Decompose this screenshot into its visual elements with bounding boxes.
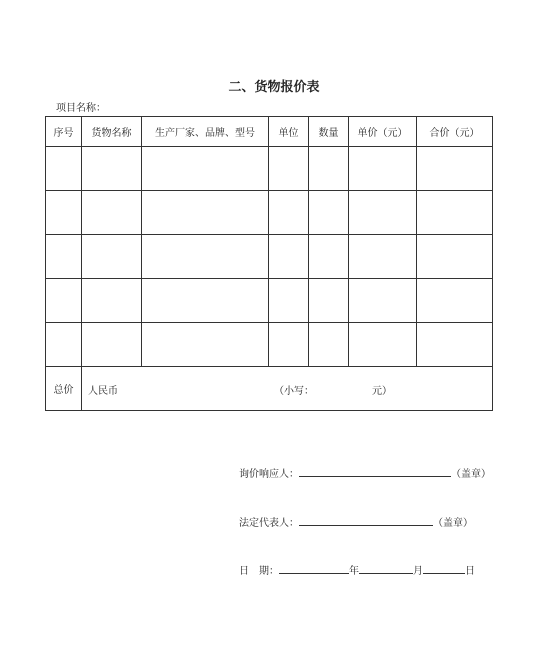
table-cell[interactable] — [269, 323, 309, 367]
table-cell[interactable] — [417, 147, 493, 191]
rmb-label: 人民币 — [88, 386, 118, 397]
table-cell[interactable] — [349, 279, 417, 323]
yuan-label: 元） — [372, 386, 392, 397]
header-index: 序号 — [46, 117, 82, 147]
total-content[interactable] — [82, 367, 493, 411]
year-blank[interactable] — [279, 564, 349, 574]
table-cell[interactable] — [349, 147, 417, 191]
legal-label: 法定代表人： — [239, 518, 299, 529]
table-cell[interactable] — [142, 279, 269, 323]
responder-blank[interactable] — [299, 467, 451, 477]
header-total-price: 合价（元） — [417, 117, 493, 147]
table-cell[interactable] — [269, 279, 309, 323]
table-cell[interactable] — [349, 323, 417, 367]
table-cell[interactable] — [309, 191, 349, 235]
responder-line[interactable] — [239, 465, 491, 480]
responder-suffix: （盖章） — [451, 469, 491, 480]
table-row — [46, 191, 493, 235]
table-row — [46, 147, 493, 191]
date-line[interactable] — [239, 562, 475, 577]
legal-rep-line[interactable] — [239, 514, 473, 529]
table-row — [46, 323, 493, 367]
page-title: 二、货物报价表 — [228, 80, 320, 95]
legal-blank[interactable] — [299, 516, 433, 526]
table-cell[interactable] — [82, 191, 142, 235]
header-goods-name: 货物名称 — [82, 117, 142, 147]
day-blank[interactable] — [423, 564, 465, 574]
table-cell[interactable] — [349, 235, 417, 279]
table-cell[interactable] — [309, 235, 349, 279]
table-cell[interactable] — [417, 323, 493, 367]
header-unit: 单位 — [269, 117, 309, 147]
legal-suffix: （盖章） — [433, 518, 473, 529]
table-row — [46, 235, 493, 279]
table-cell[interactable] — [82, 279, 142, 323]
table-cell[interactable] — [82, 147, 142, 191]
table-cell[interactable] — [46, 191, 82, 235]
table-cell[interactable] — [82, 323, 142, 367]
table-cell[interactable] — [46, 279, 82, 323]
total-label: 总价 — [46, 367, 82, 411]
quotation-table — [45, 116, 493, 411]
responder-label: 询价响应人： — [239, 469, 299, 480]
header-quantity: 数量 — [309, 117, 349, 147]
month-label: 月 — [413, 566, 423, 577]
table-cell[interactable] — [269, 191, 309, 235]
table-cell[interactable] — [142, 147, 269, 191]
day-label: 日 — [465, 566, 475, 577]
table-cell[interactable] — [142, 323, 269, 367]
table-cell[interactable] — [142, 235, 269, 279]
header-manufacturer: 生产厂家、品牌、型号 — [142, 117, 269, 147]
table-cell[interactable] — [269, 235, 309, 279]
table-cell[interactable] — [269, 147, 309, 191]
table-cell[interactable] — [417, 235, 493, 279]
table-cell[interactable] — [349, 191, 417, 235]
header-unit-price: 单价（元） — [349, 117, 417, 147]
small-amount-label: （小写： — [274, 386, 314, 397]
table-cell[interactable] — [82, 235, 142, 279]
table-cell[interactable] — [309, 279, 349, 323]
table-header-row — [46, 117, 493, 147]
table-cell[interactable] — [142, 191, 269, 235]
year-label: 年 — [349, 566, 359, 577]
table-cell[interactable] — [46, 235, 82, 279]
table-cell[interactable] — [417, 191, 493, 235]
project-name-label: 项目名称： — [56, 103, 106, 114]
table-cell[interactable] — [417, 279, 493, 323]
table-cell[interactable] — [46, 147, 82, 191]
total-row — [46, 367, 493, 411]
date-label: 日 期： — [239, 566, 279, 577]
table-cell[interactable] — [46, 323, 82, 367]
table-row — [46, 279, 493, 323]
month-blank[interactable] — [359, 564, 413, 574]
table-cell[interactable] — [309, 323, 349, 367]
table-cell[interactable] — [309, 147, 349, 191]
